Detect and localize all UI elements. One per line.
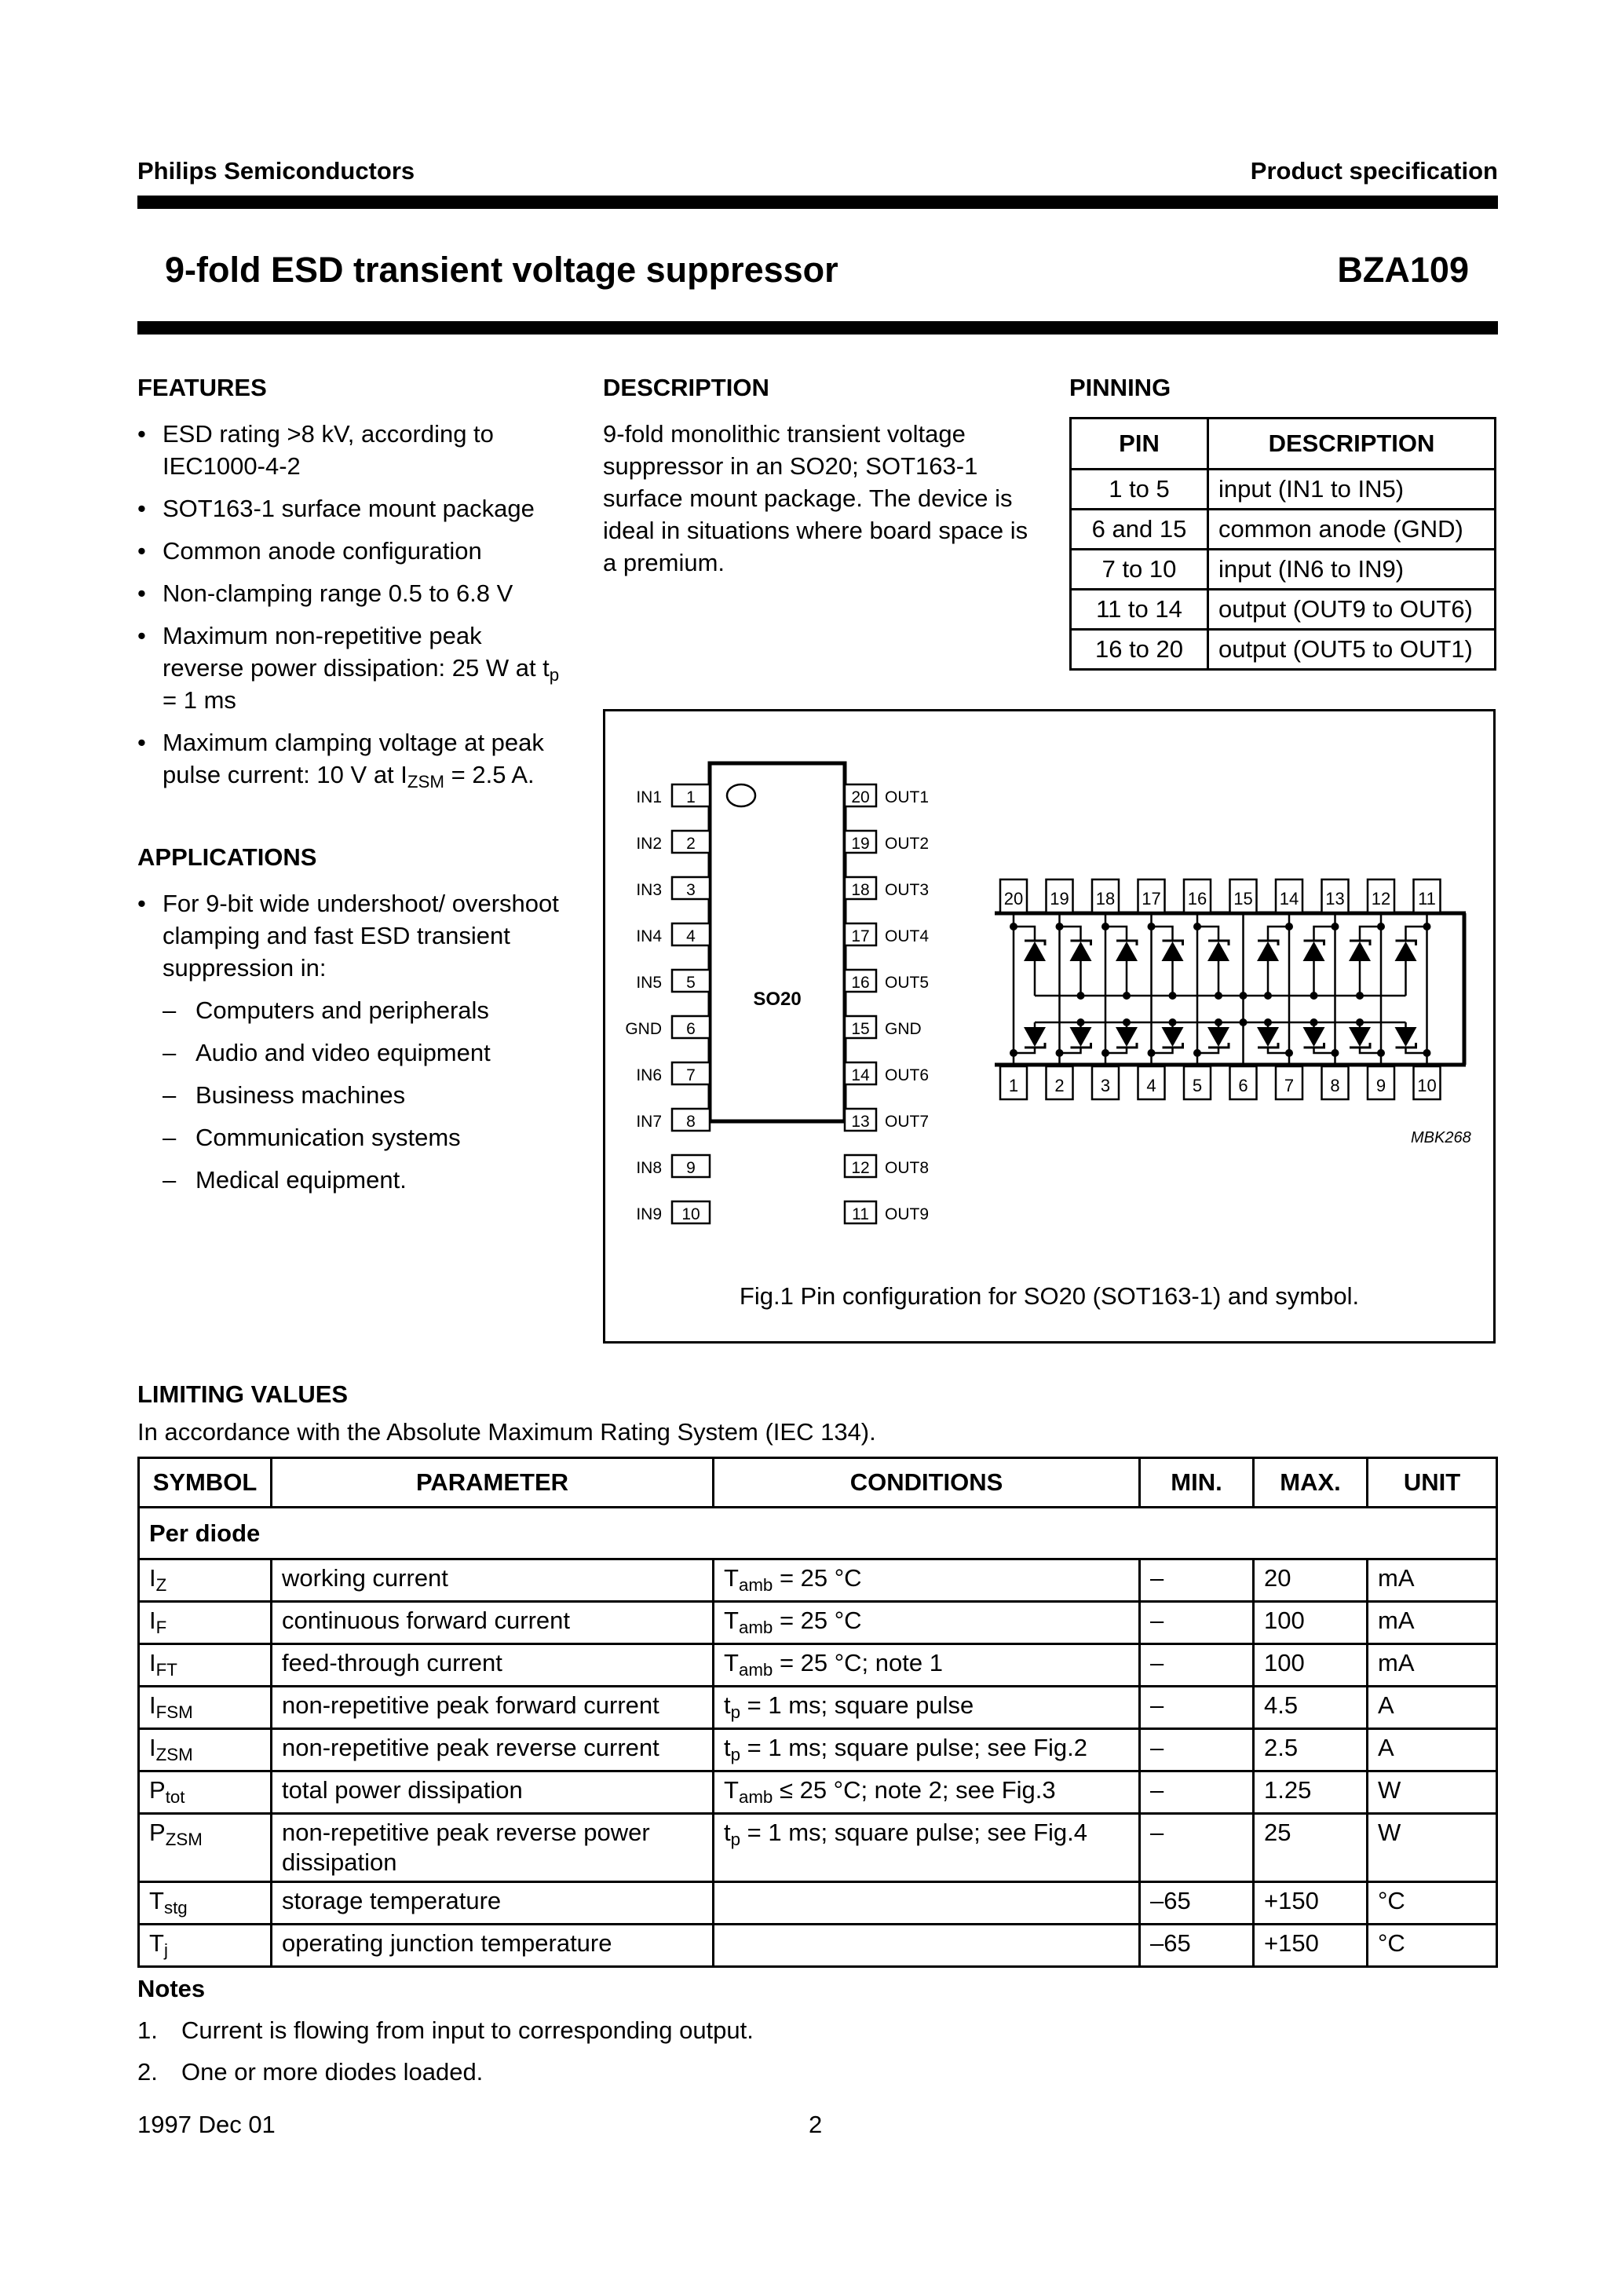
feature-item: • ESD rating >8 kV, according to IEC1000-4-2 [137,418,565,482]
bullet-icon: • [137,420,146,448]
application-subitem: – Communication systems [163,1121,565,1153]
table-row [139,1729,1497,1771]
zener-diode-icon [1010,923,1046,1057]
pin-number: 12 [851,1159,870,1177]
pin-number: 13 [851,1113,870,1131]
notes-heading: Notes [137,1975,206,2002]
table-row [139,1602,1497,1644]
table-row [139,1925,1497,1967]
zener-diode-icon [1303,923,1339,1057]
description-text: 9-fold monolithic transient voltage suppressor in an SO20; SOT163-1 surface mount package. The device is ideal in situations where board space is a premium. [603,420,1028,576]
pin-left [636,1109,710,1131]
symbol-pin-top [1138,879,1165,912]
pin-right [845,831,929,853]
table-row: 16 to 20 output (OUT5 to OUT1) [1071,630,1496,670]
pin-left [636,1155,710,1177]
pin-number: 12 [1371,889,1391,909]
min-cell: –65 [1140,1925,1254,1967]
min-cell: –65 [1140,1882,1254,1925]
feature-item: • Common anode configuration [137,535,565,567]
pin-number: 13 [1325,889,1345,909]
min-cell: – [1140,1771,1254,1814]
pin-number: 3 [686,881,696,899]
symbol-pin-bottom [1230,1066,1257,1099]
pin-left [636,923,710,945]
feature-item: • SOT163-1 surface mount package [137,492,565,525]
pin-name: OUT2 [885,835,930,853]
unit-cell: A [1368,1687,1497,1729]
document-type: Product specification [1250,157,1498,185]
pin-right [845,1201,929,1223]
pin-name: IN5 [636,974,662,992]
description-heading: DESCRIPTION [603,374,769,401]
application-subitem: – Business machines [163,1079,565,1111]
figure-caption: Fig.1 Pin configuration for SO20 (SOT163-1) and symbol. [739,1282,1360,1310]
symbol-pin-bottom [1414,1066,1441,1099]
min-cell: – [1140,1559,1254,1602]
symbol-cell: $T_{stg}$ [139,1882,272,1925]
min-cell: – [1140,1644,1254,1687]
column-header-conditions: CONDITIONS [714,1458,1140,1508]
feature-item: • Maximum non-repetitive peak reverse power dissipation: 25 W at $t_p = 1$ ms [137,620,565,716]
pin-name: IN7 [636,1113,662,1131]
table-row [139,1882,1497,1925]
pin-number: 18 [851,881,870,899]
pin-number: 16 [851,974,870,992]
note-item: 1. Current is flowing from input to corresponding output. [137,2016,754,2044]
table-row [139,1644,1497,1687]
bullet-icon: • [137,537,146,565]
column-header-pin: PIN [1071,419,1208,470]
conditions-cell [714,1925,1140,1967]
pin-number: 6 [1238,1076,1248,1095]
right-pins [845,784,929,1223]
pin-name: OUT8 [885,1159,930,1177]
pinning-heading: PINNING [1069,374,1171,401]
symbol-pin-bottom [1368,1066,1394,1099]
pin-number: 14 [851,1066,870,1084]
min-cell: – [1140,1602,1254,1644]
conditions-cell: $T_{amb} = 25$ °C; note 1 [714,1644,1140,1687]
min-cell: – [1140,1814,1254,1882]
parameter-cell: storage temperature [272,1882,714,1925]
max-cell: 100 [1254,1602,1368,1644]
symbol-pin-top [1047,879,1073,912]
unit-cell: W [1368,1814,1497,1882]
limiting-values-intro: In accordance with the Absolute Maximum Rating System (IEC 134). [137,1418,876,1446]
table-row: 1 to 5 input (IN1 to IN5) [1071,470,1496,510]
min-cell: – [1140,1729,1254,1771]
unit-cell: mA [1368,1602,1497,1644]
symbol-pin-bottom [1047,1066,1073,1099]
parameter-cell: non-repetitive peak forward current [272,1687,714,1729]
zener-diode-icon [1395,923,1431,1057]
zener-diode-icon [1193,923,1229,1057]
table-group-row [139,1508,1497,1559]
conditions-cell: $t_p = 1$ ms; square pulse; see Fig.2 [714,1729,1140,1771]
pin-number: 9 [686,1159,696,1177]
pin-left [636,784,710,806]
symbol-pin-top [1092,879,1119,912]
figure-1-box [603,709,1496,1344]
pin-number: 1 [1008,1076,1019,1095]
package-label: SO20 [753,989,802,1010]
pin-right [845,1109,929,1131]
pin-left [636,877,710,899]
symbol-cell: $I_Z$ [139,1559,272,1602]
conditions-cell: $t_p = 1$ ms; square pulse [714,1687,1140,1729]
pin-number: 17 [1142,889,1161,909]
unit-cell: A [1368,1729,1497,1771]
left-pins [625,784,710,1223]
symbol-pin-top [1368,879,1394,912]
pin-name: OUT9 [885,1205,930,1223]
pin-number: 10 [681,1205,700,1223]
pin-left [636,1062,710,1084]
features-list [137,418,565,791]
application-subitem: – Medical equipment. [163,1164,565,1196]
pin-number: 16 [1187,889,1207,909]
table-row [139,1687,1497,1729]
column-header-description: DESCRIPTION [1208,419,1496,470]
pin-right [845,923,929,945]
max-cell: 25 [1254,1814,1368,1882]
pin-name: IN8 [636,1159,662,1177]
pin-number: 18 [1095,889,1116,909]
unit-cell: mA [1368,1559,1497,1602]
application-sublist [163,994,565,1196]
column-header-parameter: PARAMETER [272,1458,714,1508]
bullet-icon: • [137,495,146,522]
pin-number: 3 [1100,1076,1111,1095]
table-header-row [139,1458,1497,1508]
pin-name: OUT4 [885,927,930,945]
table-row [139,1814,1497,1882]
pin-number: 4 [1146,1076,1156,1095]
bullet-icon: • [137,890,146,917]
max-cell: 2.5 [1254,1729,1368,1771]
description-section [603,374,1031,579]
notes-section [137,1975,754,2088]
note-item: 2. One or more diodes loaded. [137,2058,484,2086]
column-header-min: MIN. [1140,1458,1254,1508]
bullet-icon: • [137,622,146,649]
pin-name: OUT3 [885,881,930,899]
application-item: • For 9-bit wide undershoot/ overshoot clamping and fast ESD transient suppression in: – Computers and peripherals – Audio and video equipment – Business machines – Communication systems – Medical equipment. [137,887,565,1196]
pin-name: IN6 [636,1066,662,1084]
zener-diode-icon [1257,923,1293,1057]
table-row: 7 to 10 input (IN6 to IN9) [1071,550,1496,590]
dash-icon: – [163,1081,177,1109]
symbol-pin-bottom [1138,1066,1165,1099]
page-number: 2 [809,2111,823,2138]
unit-cell: W [1368,1771,1497,1814]
pin-number: 8 [1330,1076,1340,1095]
pin-right [845,877,929,899]
max-cell: +150 [1254,1882,1368,1925]
column-header-symbol: SYMBOL [139,1458,272,1508]
min-cell: – [1140,1687,1254,1729]
parameter-cell: operating junction temperature [272,1925,714,1967]
pin-right [845,784,929,806]
dash-icon: – [163,1124,177,1151]
applications-list [137,887,565,1196]
dash-icon: – [163,1039,177,1066]
pin-number: 6 [686,1020,696,1038]
table-row [139,1771,1497,1814]
zener-diode-icon [1056,923,1092,1057]
pin-number: 19 [851,835,870,853]
symbol-cell: $I_{ZSM}$ [139,1729,272,1771]
symbol-pin-top [1000,879,1027,912]
feature-item: • Non-clamping range 0.5 to 6.8 V [137,577,565,609]
zener-diode-icon [1349,923,1385,1057]
pin-number: 20 [851,788,870,806]
symbol-cell: $I_{FSM}$ [139,1687,272,1729]
pin-right [845,1062,929,1084]
applications-heading: APPLICATIONS [137,843,317,871]
zener-diode-icon [1101,923,1138,1057]
pin-name: IN2 [636,835,662,853]
dash-icon: – [163,1166,177,1194]
max-cell: 1.25 [1254,1771,1368,1814]
pin-left [636,970,710,992]
max-cell: +150 [1254,1925,1368,1967]
table-row [139,1559,1497,1602]
column-header-unit: UNIT [1368,1458,1497,1508]
pin-name: OUT7 [885,1113,930,1131]
pin-name: OUT6 [885,1066,930,1084]
pin-number: 7 [1284,1076,1295,1095]
pin-right [845,1155,929,1177]
pin-number: 7 [686,1066,696,1084]
group-label: Per diode [139,1508,1497,1559]
symbol-pin-bottom [1184,1066,1211,1099]
pin-name: OUT5 [885,974,930,992]
parameter-cell: non-repetitive peak reverse power dissipation [272,1814,714,1882]
parameter-cell: working current [272,1559,714,1602]
conditions-cell: $t_p = 1$ ms; square pulse; see Fig.4 [714,1814,1140,1882]
applications-section [137,843,565,1206]
symbol-pin-bottom [1092,1066,1119,1099]
symbol-pin-bottom [1000,1066,1027,1099]
zener-diode-icon [1148,923,1184,1057]
pin-number: 5 [1192,1076,1203,1095]
header-rule [137,196,1498,209]
conditions-cell: $T_{amb} = 25$ °C [714,1559,1140,1602]
pin-number: 19 [1050,889,1069,909]
features-heading: FEATURES [137,374,267,401]
table-row: 11 to 14 output (OUT9 to OUT6) [1071,590,1496,630]
application-subitem: – Audio and video equipment [163,1036,565,1069]
page-title: 9-fold ESD transient voltage suppressor [165,250,838,290]
pin-right [845,970,929,992]
symbol-cell: $P_{ZSM}$ [139,1814,272,1882]
parameter-cell: total power dissipation [272,1771,714,1814]
pinning-table [1069,417,1496,671]
bullet-icon: • [137,579,146,607]
pin-number: 20 [1003,889,1024,909]
symbol-cell: $T_j$ [139,1925,272,1967]
features-section [137,374,565,801]
pin1-marker-icon [727,784,755,806]
column-header-max: MAX. [1254,1458,1368,1508]
pin-name: IN3 [636,881,662,899]
part-number: BZA109 [1337,250,1469,290]
max-cell: 4.5 [1254,1687,1368,1729]
symbol-pin-bottom [1276,1066,1302,1099]
pin-name: OUT1 [885,788,930,806]
dash-icon: – [163,996,177,1024]
symbol-cell: $I_F$ [139,1602,272,1644]
pin-number: 11 [1418,889,1436,909]
parameter-cell: feed-through current [272,1644,714,1687]
symbol-pin-top [1230,879,1257,912]
pin-number: 15 [1233,889,1253,909]
pin-left [625,1016,710,1038]
symbol-pin-top [1276,879,1302,912]
pin-number: 1 [686,788,696,806]
symbol-cell: $P_{tot}$ [139,1771,272,1814]
unit-cell: mA [1368,1644,1497,1687]
symbol-pin-bottom [1322,1066,1349,1099]
application-subitem: – Computers and peripherals [163,994,565,1026]
pin-number: 5 [686,974,696,992]
limiting-values-heading: LIMITING VALUES [137,1380,349,1408]
diode-array-symbol [995,873,1481,1109]
unit-cell: °C [1368,1925,1497,1967]
pin-number: 11 [852,1205,869,1223]
pin-number: 2 [1054,1076,1065,1095]
pin-number: 8 [686,1113,696,1131]
pin-number: 2 [686,835,696,853]
pin-name: IN1 [636,788,662,806]
pin-number: 17 [851,927,870,945]
pin-name: IN4 [636,927,662,945]
pin-number: 9 [1375,1076,1386,1095]
symbol-pin-top [1414,879,1441,912]
conditions-cell: $T_{amb} = 25$ °C [714,1602,1140,1644]
table-header-row [1071,419,1496,470]
pin-name: GND [885,1020,922,1038]
footer-date: 1997 Dec 01 [137,2111,276,2138]
pin-name: GND [625,1020,662,1038]
conditions-cell: $T_{amb} \le 25$ °C; note 2; see Fig.3 [714,1771,1140,1814]
table-row: 6 and 15 common anode (GND) [1071,510,1496,550]
symbol-pin-top [1184,879,1211,912]
symbol-cell: $I_{FT}$ [139,1644,272,1687]
drawing-code: MBK268 [1411,1129,1471,1146]
pin-number: 15 [851,1020,870,1038]
pin-left [636,831,710,853]
bullet-icon: • [137,729,146,756]
pin-left [636,1201,710,1223]
parameter-cell: continuous forward current [272,1602,714,1644]
feature-item: • Maximum clamping voltage at peak pulse current: 10 V at $I_{ZSM} = 2.5$ A. [137,726,565,791]
pin-number: 10 [1417,1076,1437,1095]
parameter-cell: non-repetitive peak reverse current [272,1729,714,1771]
pin-right [845,1016,922,1038]
unit-cell: °C [1368,1882,1497,1925]
symbol-pin-top [1322,879,1349,912]
title-rule [137,321,1498,335]
company-name: Philips Semiconductors [137,157,415,185]
package-body [710,763,845,1121]
conditions-cell [714,1882,1140,1925]
max-cell: 20 [1254,1559,1368,1602]
max-cell: 100 [1254,1644,1368,1687]
pin-name: IN9 [636,1205,662,1223]
pin-number: 4 [686,927,696,945]
pin-number: 14 [1279,889,1299,909]
limiting-values-table [137,1457,1498,1968]
